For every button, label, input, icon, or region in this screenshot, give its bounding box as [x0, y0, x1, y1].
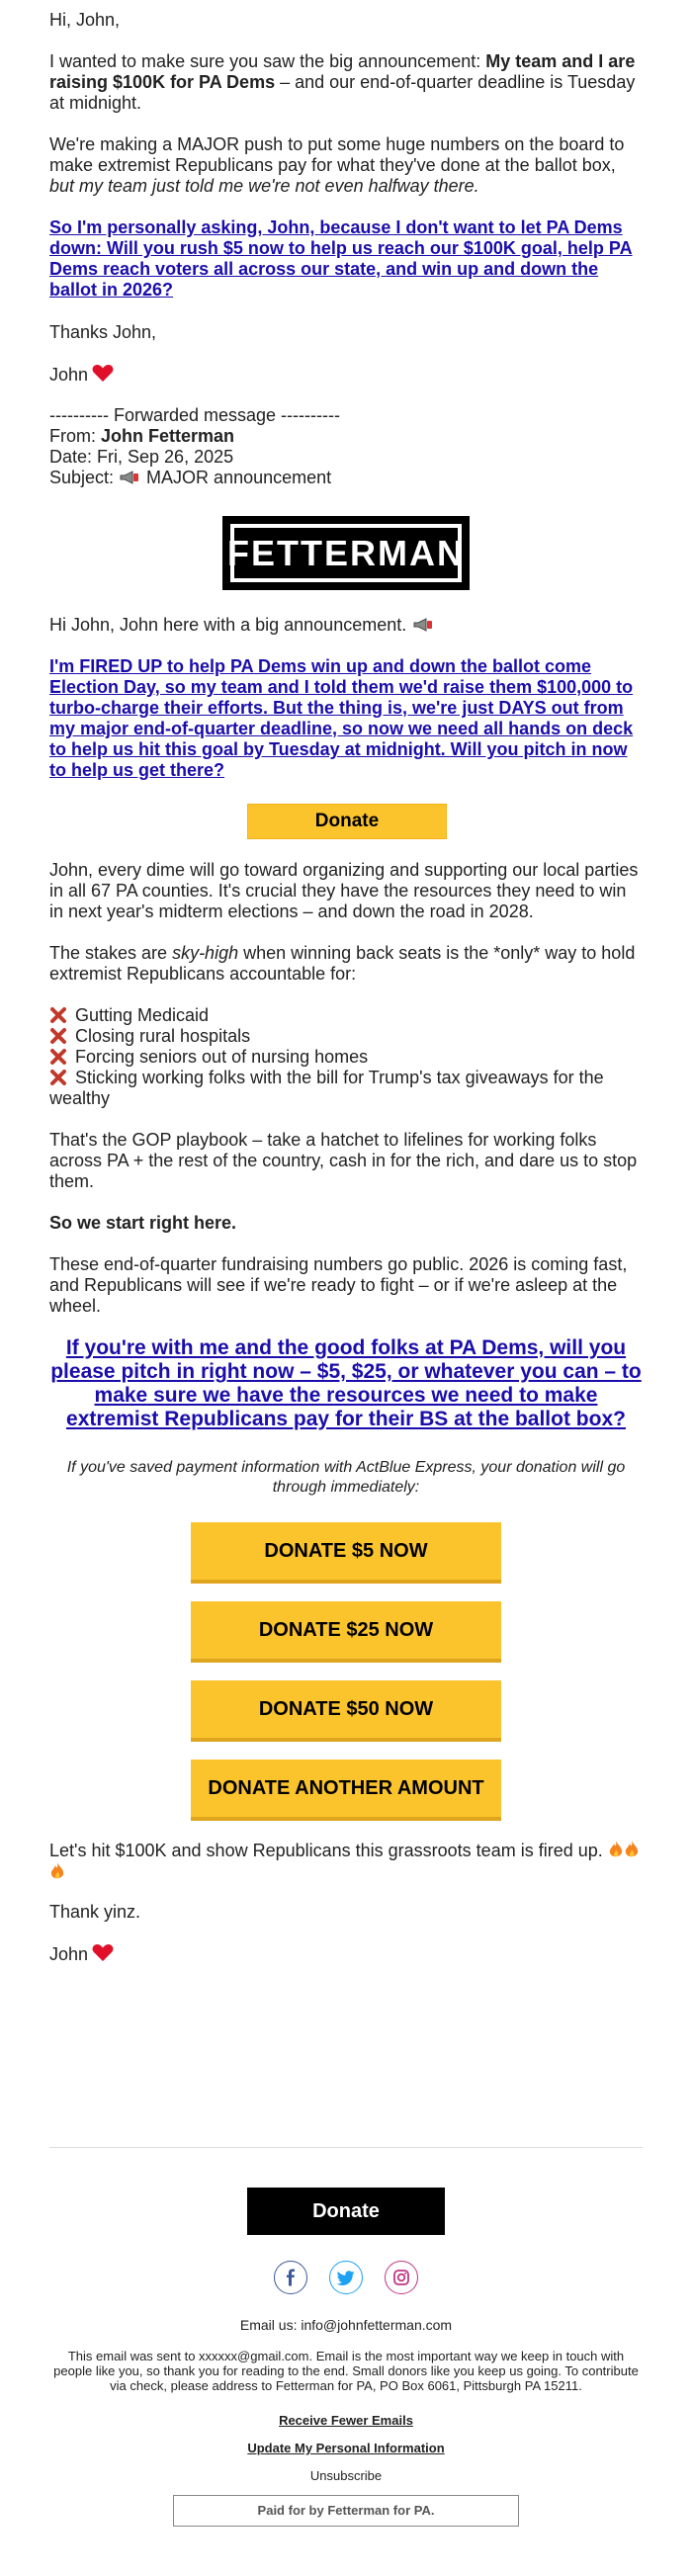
email-us-line: Email us: info@johnfetterman.com	[239, 2317, 453, 2333]
list-item	[49, 1005, 643, 1026]
fire-icon	[608, 1840, 624, 1859]
text: – and our end-of-quarter deadline is Tuesday at midnight.	[49, 72, 636, 113]
facebook-glyph	[284, 2269, 298, 2286]
paid-for-disclaimer: Paid for by Fetterman for PA.	[173, 2495, 519, 2527]
receive-fewer-emails-link[interactable]: Receive Fewer Emails	[279, 2413, 413, 2428]
text: Let's hit $100K and show Republicans this grassroots team is fired up.	[49, 1841, 603, 1860]
list-item-text: Sticking working folks with the bill for Trump's tax giveaways for the wealthy	[49, 1068, 604, 1108]
fire-icon	[49, 1861, 65, 1881]
signature-name: John	[49, 1944, 89, 1964]
signature	[49, 364, 643, 386]
list-item-text: Closing rural hospitals	[75, 1026, 251, 1046]
donate-50-button[interactable]: DONATE $50 NOW	[191, 1680, 501, 1742]
cross-mark-icon	[49, 1048, 67, 1066]
update-personal-info-link[interactable]: Update My Personal Information	[247, 2441, 445, 2455]
signature-name: John	[49, 365, 89, 385]
forwarded-header	[49, 405, 643, 488]
subject-line	[49, 468, 643, 488]
italic-text: sky-high	[172, 943, 239, 963]
intro-paragraph-1	[49, 51, 643, 114]
label: From:	[49, 426, 101, 446]
thank-yinz-line: Thank yinz.	[49, 1902, 141, 1922]
twitter-icon[interactable]	[329, 2261, 363, 2294]
actblue-note: If you've saved payment information with ActBlue Express, your donation will go through immediately:	[66, 1459, 626, 1496]
megaphone-icon	[119, 470, 140, 485]
greeting: Hi, John,	[49, 10, 121, 30]
fetterman-logo	[222, 516, 470, 590]
heart-icon	[92, 1943, 114, 1962]
pitch-in-link[interactable]: If you're with me and the good folks at PA Dems, will you please pitch in right now – $5, $25, or whatever you can – to make sure we have the resources we need to make extremist Republicans pay for their BS at the ballot box?	[50, 1336, 642, 1430]
forward-line: ---------- Forwarded message ----------	[49, 405, 340, 425]
facebook-icon[interactable]	[274, 2261, 307, 2294]
intro-paragraph-2	[49, 134, 643, 197]
ask-link[interactable]: So I'm personally asking, John, because I don't want to let PA Dems down: Will you rush $5 now to help us reach our $100K goal, help PA Dems reach voters all across our state, and win up and down the ballot in 2026?	[49, 217, 633, 300]
instagram-icon[interactable]	[385, 2261, 418, 2294]
text: The stakes are	[49, 943, 173, 963]
bullet-list	[49, 1005, 643, 1109]
donate-button[interactable]: Donate	[247, 804, 447, 839]
list-item	[49, 1047, 643, 1068]
unsubscribe-link[interactable]: Unsubscribe	[309, 2468, 383, 2483]
ask-link-paragraph	[49, 217, 643, 301]
date-line: Date: Fri, Sep 26, 2025	[49, 447, 234, 467]
bold-text: My team and I are raising $100K for PA Dems	[49, 51, 636, 92]
instagram-glyph	[393, 2270, 409, 2285]
cross-mark-icon	[49, 1006, 67, 1024]
numbers-public-paragraph: These end-of-quarter fundraising numbers go public. 2026 is coming fast, and Republicans will see if we're ready to fight – or if we're asleep at the wheel.	[49, 1254, 628, 1316]
fired-up-paragraph	[49, 656, 643, 781]
text: Hi John, John here with a big announcement.	[49, 615, 407, 635]
text: when winning back seats is the *only* way to hold extremist Republicans accountable for:	[49, 943, 636, 984]
footer-divider	[49, 2147, 643, 2148]
footer-donate-button[interactable]: Donate	[247, 2188, 445, 2235]
text: I wanted to make sure you saw the big announcement:	[49, 51, 486, 71]
stakes-paragraph	[49, 943, 643, 985]
heart-icon	[92, 364, 114, 383]
italic-text: but my team just told me we're not even halfway there.	[49, 176, 479, 196]
announcement-line	[49, 615, 643, 636]
fired-up-link[interactable]: I'm FIRED UP to help PA Dems win up and down the ballot come Election Day, so my team and I told them we'd raise them $100,000 to turbo-charge their efforts. But the thing is, we're just DAYS out from my major end-of-quarter deadline, so now we need all hands on deck to help us hit this goal by Tuesday at midnight. Will you pitch in now to help us get there?	[49, 656, 634, 780]
list-item	[49, 1026, 643, 1047]
thanks-line: Thanks John,	[49, 322, 157, 342]
donate-25-button[interactable]: DONATE $25 NOW	[191, 1601, 501, 1663]
list-item-text: Gutting Medicaid	[75, 1005, 210, 1025]
subject-text: MAJOR announcement	[146, 468, 332, 487]
donate-another-amount-button[interactable]: DONATE ANOTHER AMOUNT	[191, 1760, 501, 1821]
playbook-paragraph: That's the GOP playbook – take a hatchet to lifelines for working folks across PA + the rest of the country, cash in for the rich, and dare us to stop them.	[49, 1130, 638, 1191]
fire-icon	[624, 1840, 640, 1859]
sender-name: John Fetterman	[101, 426, 235, 446]
list-item-text: Forcing seniors out of nursing homes	[75, 1047, 369, 1067]
megaphone-icon	[412, 617, 434, 633]
signature	[49, 1943, 643, 1965]
twitter-glyph	[337, 2271, 355, 2285]
from-line	[49, 426, 643, 447]
footer-notice: This email was sent to xxxxxx@gmail.com. Email is the most important way we keep in touch with people like you, so thank you for reading to the end. Small donors like you keep us going. To contribute via check, please address to Fetterman for PA, PO Box 6061, Pittsburgh PA 15211.	[53, 2349, 639, 2393]
list-item	[49, 1068, 643, 1109]
text: We're making a MAJOR push to put some huge numbers on the board to make extremist Republicans pay for what they've done at the ballot box,	[49, 134, 625, 175]
closing-paragraph	[49, 1840, 643, 1883]
label: Subject:	[49, 468, 120, 487]
logo-frame	[227, 524, 465, 582]
logo-text: FETTERMAN	[227, 533, 465, 573]
donate-5-button[interactable]: DONATE $5 NOW	[191, 1522, 501, 1584]
start-here-line: So we start right here.	[49, 1213, 237, 1233]
cross-mark-icon	[49, 1027, 67, 1045]
dime-paragraph: John, every dime will go toward organizing and supporting our local parties in all 67 PA counties. It's crucial they have the resources they need to win in next year's midterm elections – and down the road in 2028.	[49, 860, 639, 921]
cross-mark-icon	[49, 1069, 67, 1086]
